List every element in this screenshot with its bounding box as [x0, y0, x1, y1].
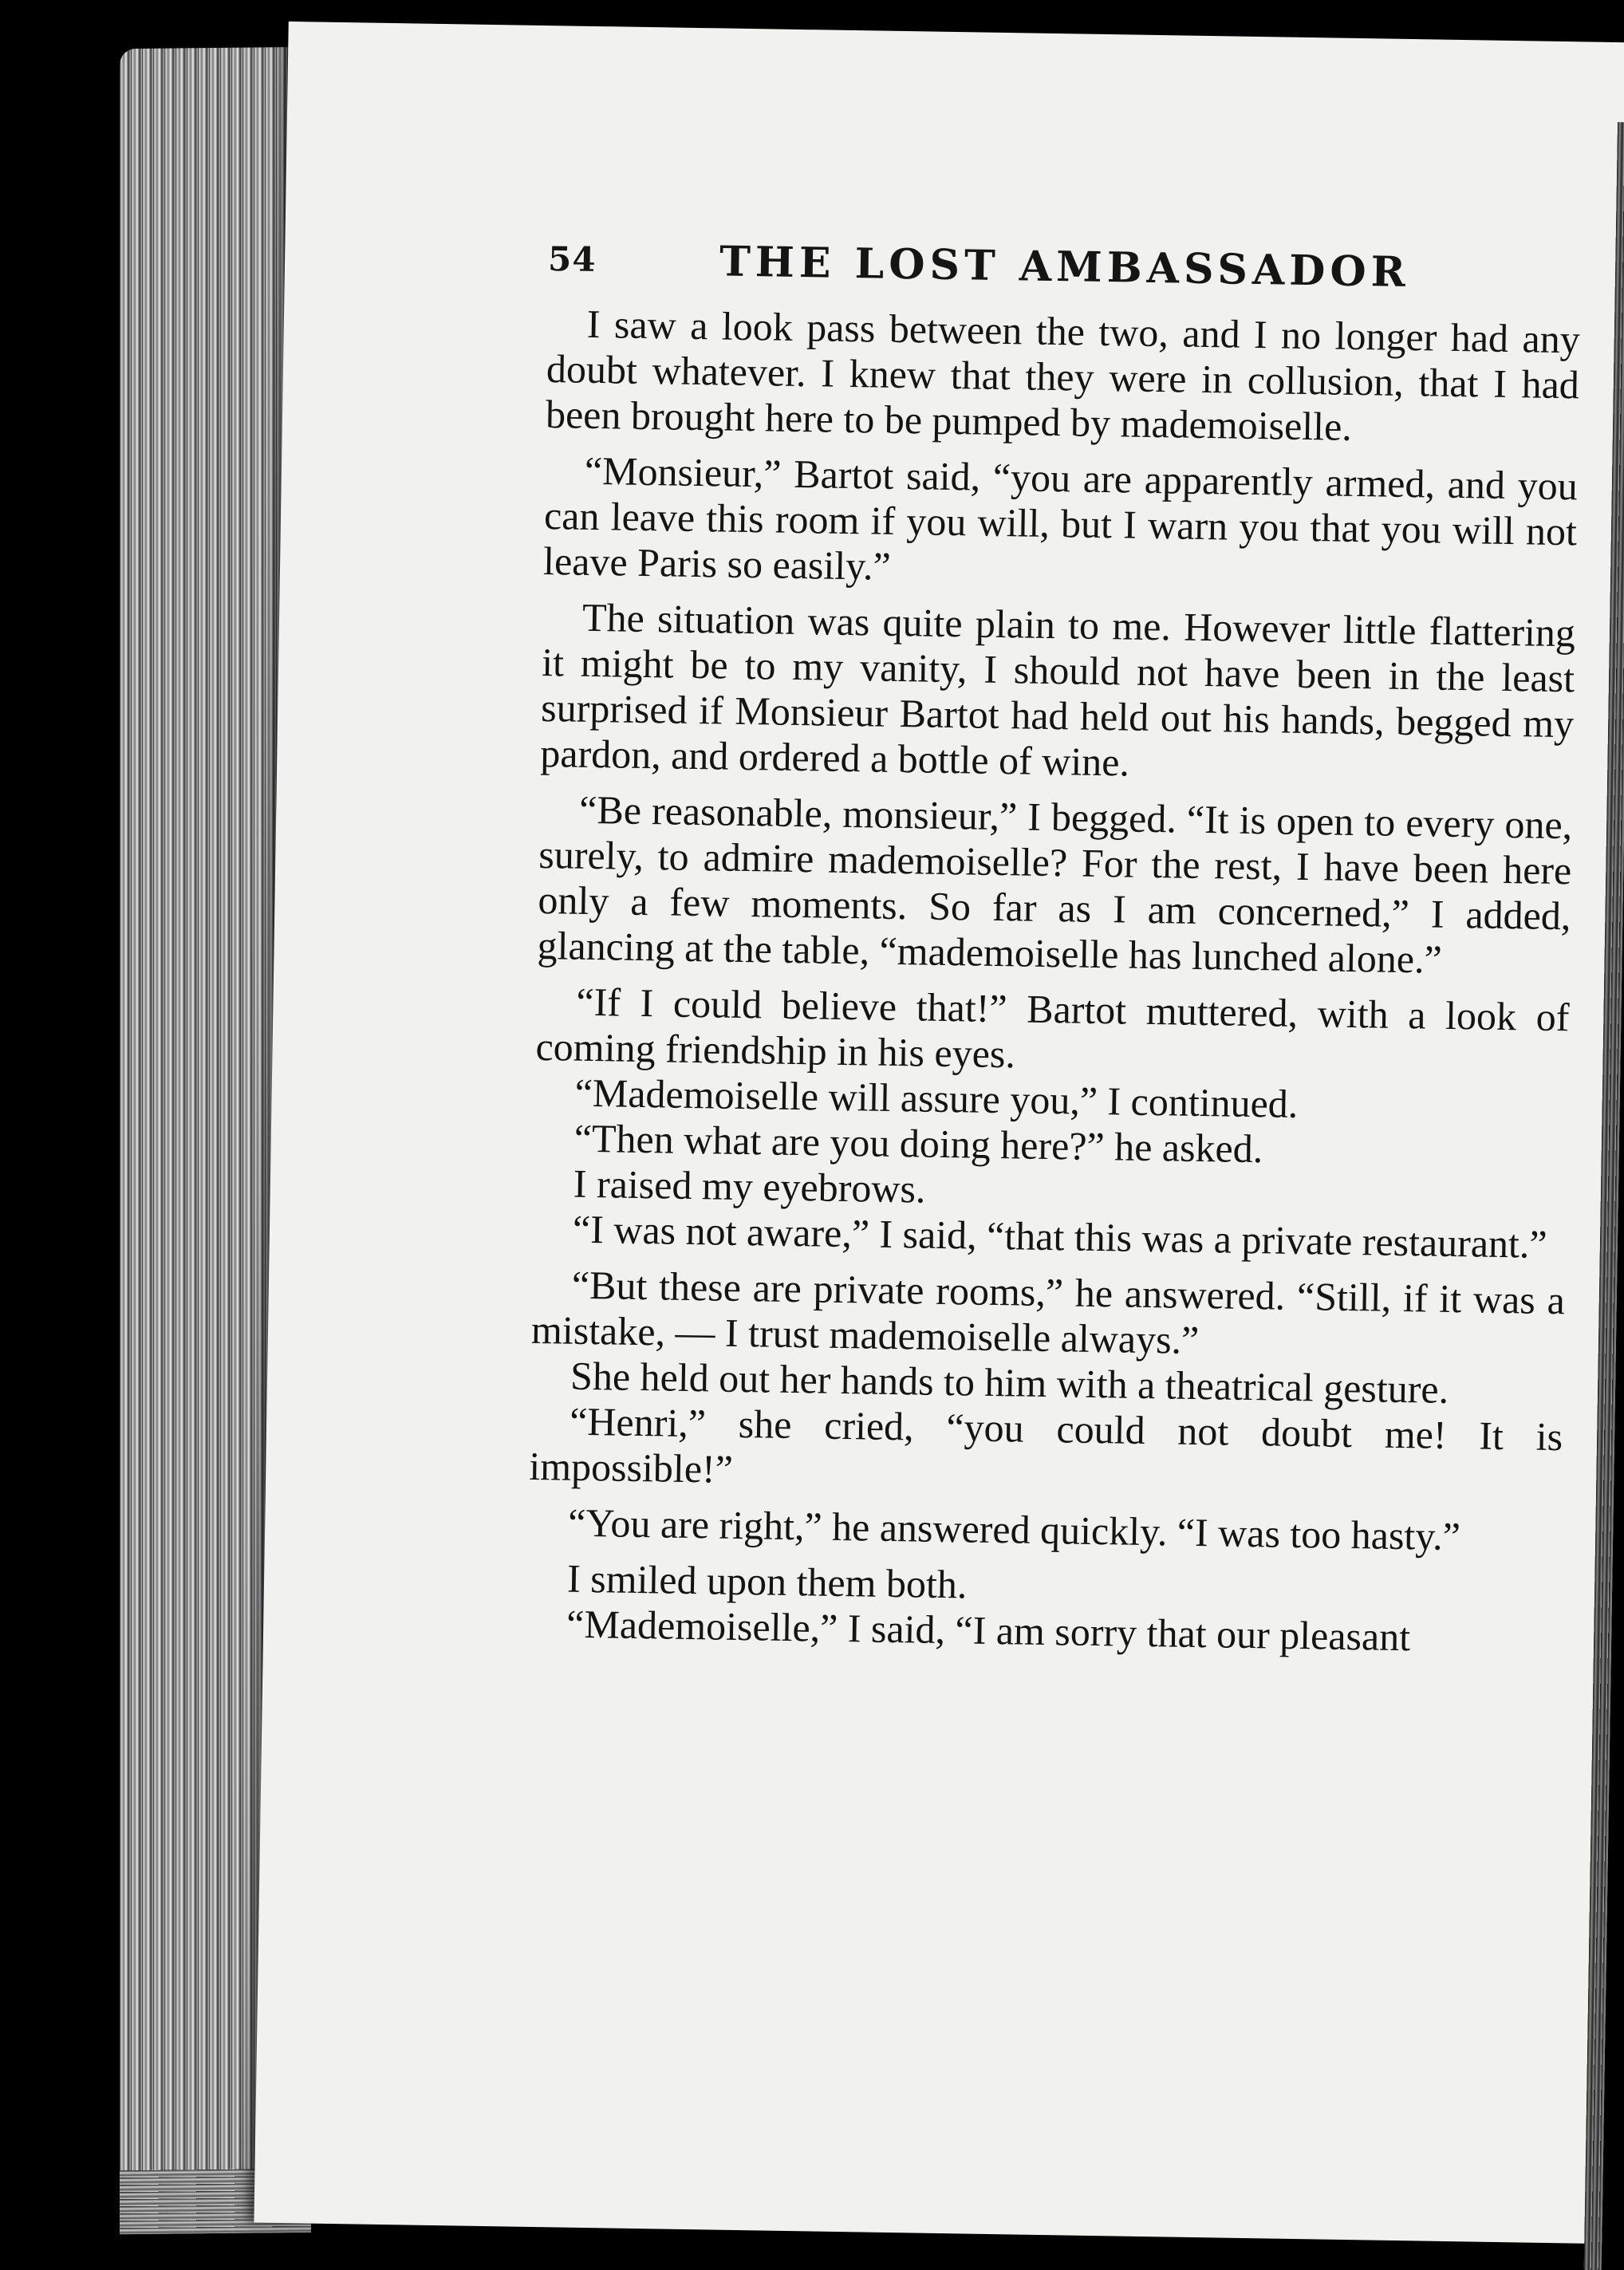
paragraph: “If I could believe that!” Bartot muttered, with a look of coming friendship in his eyes.	[535, 979, 1570, 1077]
paragraph: “Be reasonable, monsieur,” I begged. “It is open to every one, surely, to admire mademoiselle? For the rest, I have been here only a few moments. So far as I am concerned,” I added, glancing at the table, “mademoiselle has lunched alone.”	[537, 786, 1573, 982]
page-right-edge	[1583, 122, 1624, 2270]
book-page	[254, 22, 1624, 2244]
paragraph: “Then what are you doing here?” he asked.	[574, 1115, 1263, 1172]
paragraph: “You are right,” he answered quickly. “I was too hasty.”	[567, 1500, 1461, 1559]
paragraph: I saw a look pass between the two, and I no longer had any doubt whatever. I knew that they were in collusion, that I had been brought here to be pumped by mademoiselle.	[545, 301, 1581, 449]
page-number: 54	[547, 239, 597, 279]
paragraph: “Mademoiselle,” I said, “I am sorry that our pleasant	[566, 1601, 1411, 1660]
book-title: THE LOST AMBASSADOR	[719, 237, 1411, 298]
paragraph: “Monsieur,” Bartot said, “you are apparently armed, and you can leave this room if you will, but I warn you that you will not leave Paris so easily.”	[542, 447, 1579, 589]
paragraph: “I was not aware,” I said, “that this was a private restaurant.”	[572, 1206, 1548, 1267]
paragraph: “But these are private rooms,” he answered. “Still, if it was a mistake, — I trust mademoiselle always.”	[530, 1262, 1566, 1363]
paragraph: “Henri,” she cried, “you could not doubt me! It is impossible!”	[528, 1398, 1563, 1492]
paragraph: I raised my eyebrows.	[573, 1161, 926, 1212]
paragraph: I smiled upon them both.	[566, 1555, 968, 1607]
paragraph: The situation was quite plain to me. However little flattering it might be to my vanity, I should not have been in the least surprised if Monsieur Bartot had held out his hands, begged my pardon, and ordered a bottle of wine.	[539, 594, 1576, 785]
paragraph: “Mademoiselle will assure you,” I continued.	[574, 1070, 1299, 1126]
paragraph: She held out her hands to him with a theatrical gesture.	[570, 1353, 1449, 1412]
body-text	[526, 301, 1580, 1662]
running-head	[547, 225, 1586, 298]
